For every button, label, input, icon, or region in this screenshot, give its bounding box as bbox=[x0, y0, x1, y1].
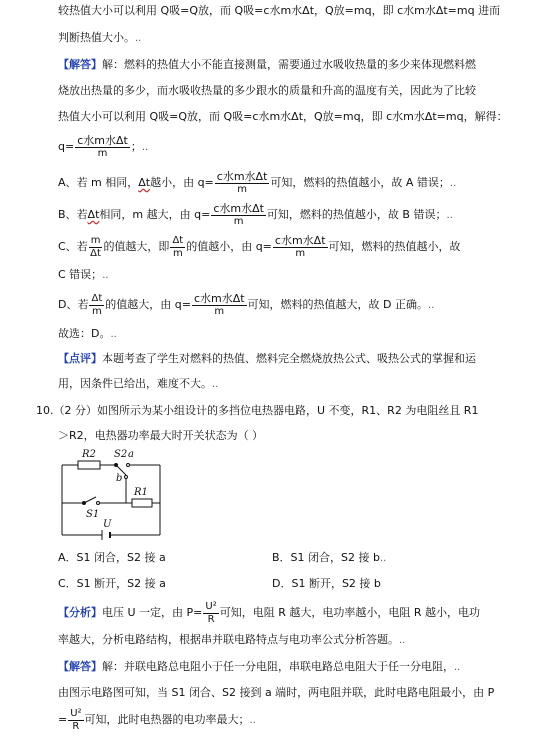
solution-line-3: 热值大小可以利用 Q吸=Q放，而 Q吸=c水m水Δt，Q放=mq，即 c水m水Δt=mq，解得： bbox=[58, 110, 508, 123]
label-s1: S1 bbox=[86, 509, 100, 520]
text-line-2: 判断热值大小。.. bbox=[58, 31, 142, 44]
label-s2: S2 bbox=[114, 449, 128, 460]
option-b[interactable]: B．S1 闭合，S2 接 b.. bbox=[272, 551, 387, 564]
option-c-explanation: C、若 $\frac{m}{\Delta t}$ 的值越大，即 $\frac{\Delta t}{m}$ 的值越小，由 q= $\frac{\text{c水m水Δt}}{m}$ 可知，燃料的热值越小，故 bbox=[58, 233, 461, 259]
label-a: a bbox=[128, 449, 134, 460]
label-b: b bbox=[116, 473, 123, 484]
r2-resistor bbox=[78, 461, 100, 469]
comment-line-1: 【点评】本题考查了学生对燃料的热值、燃料完全燃烧放热公式、吸热公式的掌握和运 bbox=[58, 352, 476, 365]
answer-tag: 【解答】 bbox=[58, 58, 102, 71]
analysis-line-2: 率越大，分析电路结构，根据串并联电路特点与电功率公式分析答题。.. bbox=[58, 633, 406, 646]
formula-q: q= $\frac{\text{c水m水Δt}}{m}$ ；.. bbox=[58, 133, 149, 159]
fraction-q: $\frac{\text{c水m水Δt}}{m}$ bbox=[77, 133, 128, 159]
solution-line-2: 烧放出热量的多少，而水吸收热量的多少跟水的质量和升高的温度有关，因此为了比较 bbox=[58, 84, 476, 97]
label-u: U bbox=[103, 519, 112, 530]
question-10-line-2: ＞R2，电热器功率最大时开关状态为（ ） bbox=[58, 429, 264, 442]
answer-tag-2: 【解答】 bbox=[58, 660, 102, 673]
option-c-explanation-2: C 错误；.. bbox=[58, 268, 109, 281]
r1-resistor bbox=[132, 499, 152, 507]
analysis-tag: 【分析】 bbox=[58, 606, 102, 619]
circuit-diagram bbox=[56, 447, 186, 543]
comment-tag: 【点评】 bbox=[58, 352, 102, 365]
option-d[interactable]: D．S1 断开，S2 接 b bbox=[272, 577, 381, 590]
label-r2: R2 bbox=[82, 449, 96, 460]
answer-choice: 故选：D。.. bbox=[58, 327, 117, 340]
text-line-1: 较热值大小可以利用 Q吸=Q放，而 Q吸=c水m水Δt，Q放=mq，即 c水m水Δt=mq 进而 bbox=[58, 4, 501, 17]
comment-line-2: 用，因条件已给出，难度不大。.. bbox=[58, 377, 219, 390]
label-r1: R1 bbox=[134, 487, 148, 498]
question-10: 10.（2 分）如图所示为某小组设计的多挡位电热器电路，U 不变，R1、R2 为电阻丝且 R1 bbox=[36, 404, 479, 417]
solution2-line-1: 【解答】解：并联电路总电阻小于任一分电阻，串联电路总电阻大于任一分电阻，.. bbox=[58, 660, 461, 673]
option-a-explanation: A、若 m 相同，Δt越小，由 q= $\frac{\text{c水m水Δt}}{m}$ 可知，燃料的热值越小，故 A 错误；.. bbox=[58, 169, 457, 195]
option-b-explanation: B、若Δt相同，m 越大，由 q= $\frac{\text{c水m水Δt}}{m}$ 可知，燃料的热值越小，故 B 错误；.. bbox=[58, 201, 453, 227]
option-d-explanation: D、若 $\frac{\Delta t}{m}$ 的值越大，由 q= $\frac{\text{c水m水Δt}}{m}$ 可知，燃料的热值越大，故 D 正确。.. bbox=[58, 291, 435, 317]
solution2-line-2: 由图示电路图可知，当 S1 闭合、S2 接到 a 端时，两电阻并联，此时电路电阻最小，由 P bbox=[58, 686, 495, 699]
analysis-line-1: 【分析】电压 U 一定，由 P= $\frac{\text{U²}}{R}$ 可知，电阻 R 越大，电功率越小，电阻 R 越小，电功 bbox=[58, 600, 481, 625]
option-a[interactable]: A．S1 闭合，S2 接 a bbox=[58, 551, 166, 564]
solution-line-1: 【解答】解：燃料的热值大小不能直接测量，需要通过水吸收热量的多少来体现燃料燃 bbox=[58, 58, 476, 71]
option-c[interactable]: C．S1 断开，S2 接 a bbox=[58, 577, 166, 590]
solution2-line-3: = $\frac{\text{U²}}{R}$ 可知，此时电热器的电功率最大；.. bbox=[58, 707, 256, 732]
